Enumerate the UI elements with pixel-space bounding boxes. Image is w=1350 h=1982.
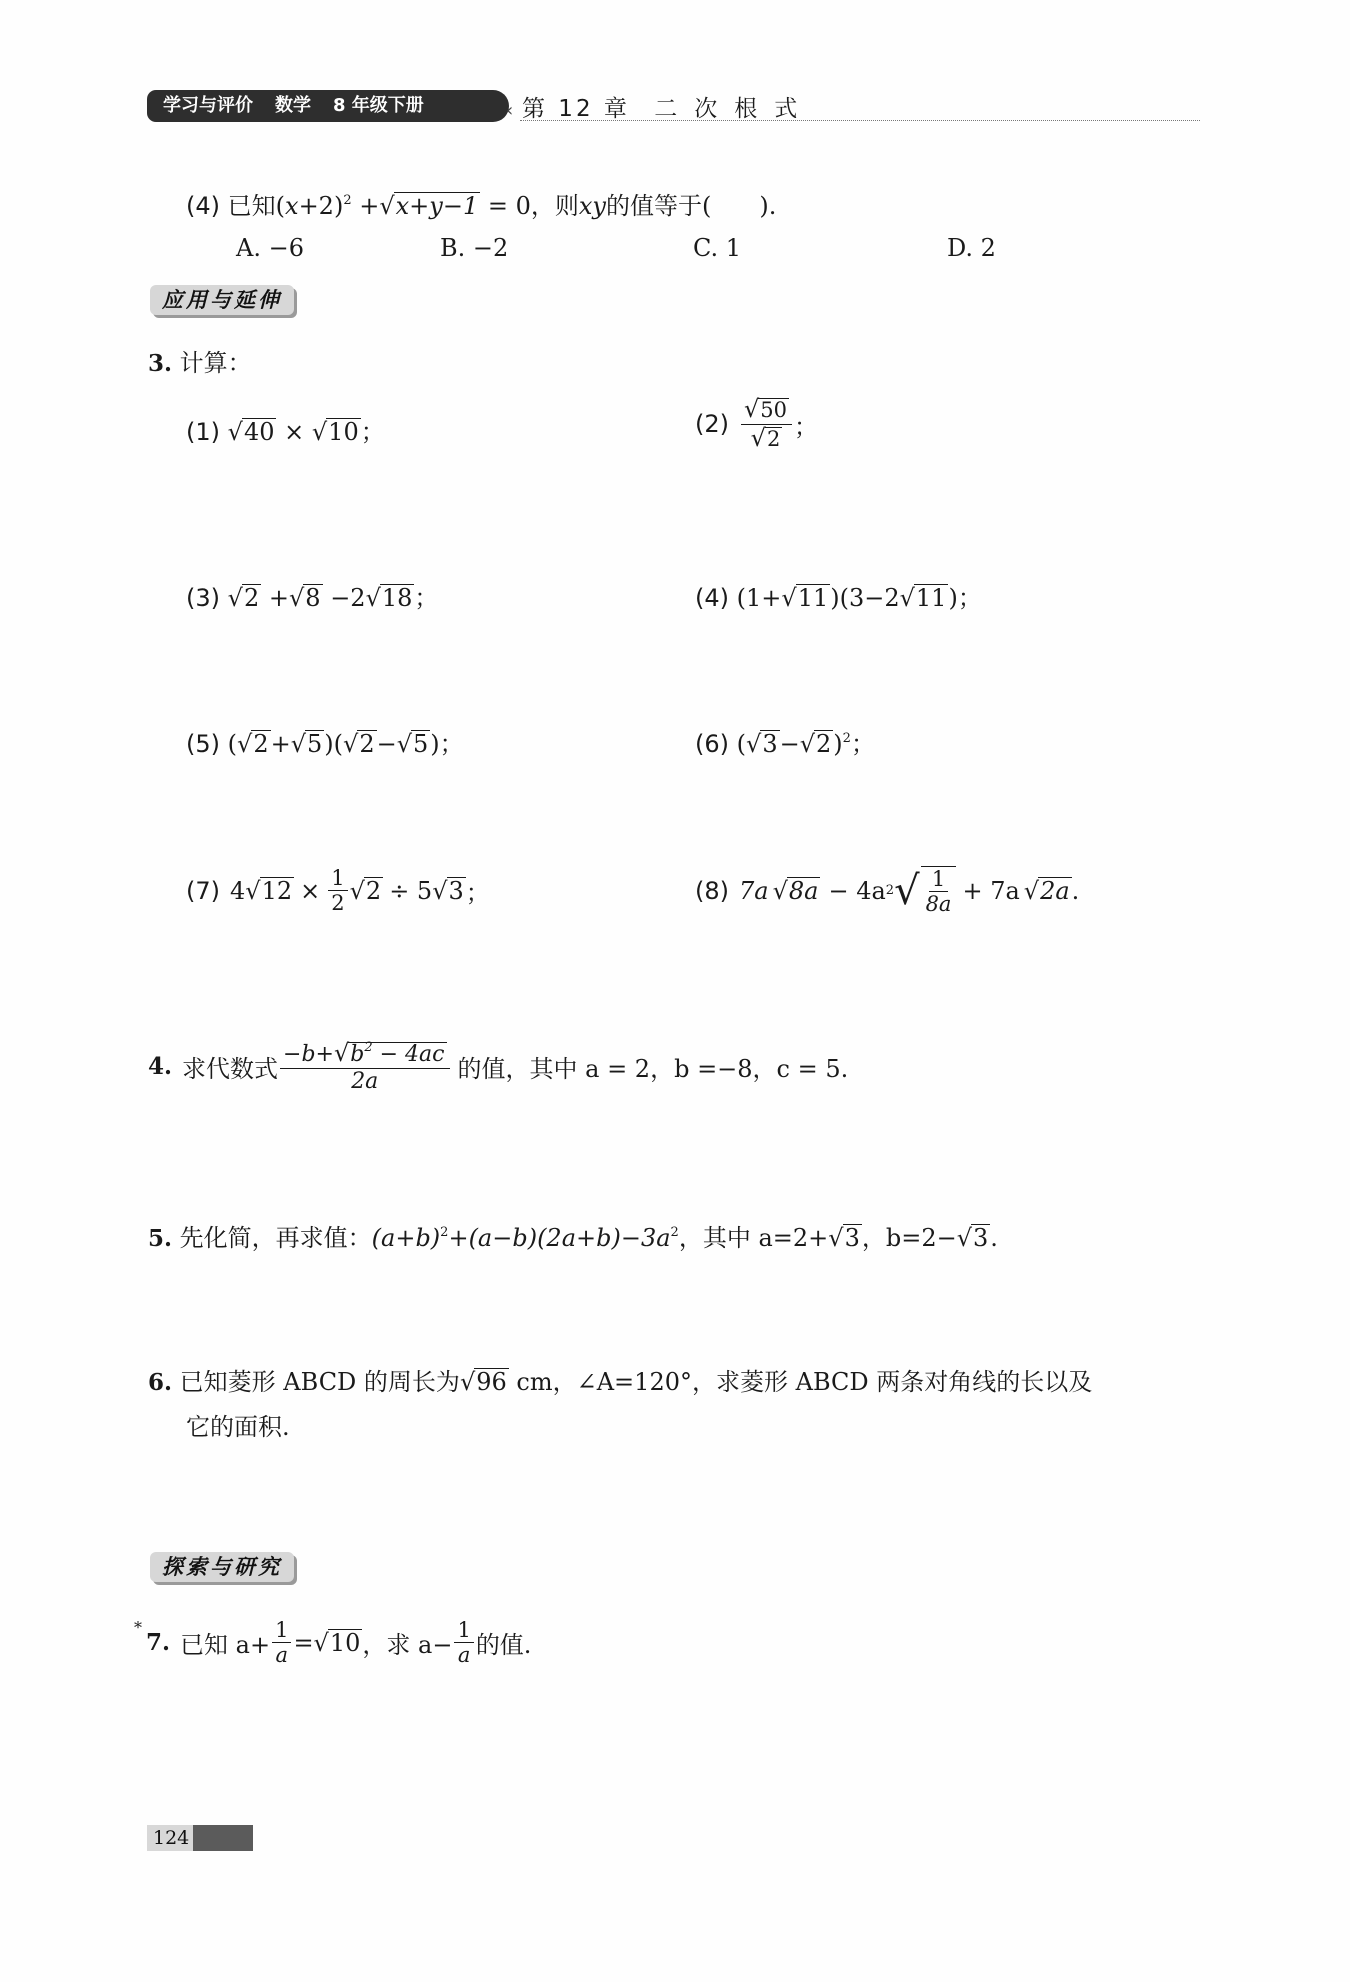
header-divider — [520, 120, 1200, 121]
sqrt-sign: √ — [396, 730, 412, 758]
q3-item-8: (8) 7a √ 8a − 4a 2 √ $\frac{1}{8a}$ + 7a √ 2a . — [695, 867, 1080, 917]
radicand: 11 — [915, 584, 947, 612]
text: )； — [948, 584, 982, 612]
chapter-char: 次 — [694, 96, 721, 122]
radicand: 11 — [797, 584, 829, 612]
question-text: ，求 a− — [362, 1631, 453, 1660]
question-number: 3. — [148, 350, 173, 377]
text: )； — [430, 730, 464, 758]
option-b: B. −2 — [440, 234, 509, 262]
denominator: a — [275, 1643, 289, 1668]
radicand: 3 — [844, 1224, 860, 1252]
sub-label: (5) — [186, 730, 220, 758]
sqrt-sign: √ — [899, 584, 915, 612]
sqrt-sign: √ — [956, 1224, 972, 1252]
text: . — [1071, 877, 1080, 906]
book-header-label — [147, 90, 509, 122]
question-text: cm，∠A=120°，求菱形 ABCD 两条对角线的长以及 — [516, 1368, 1093, 1396]
numerator: 1 — [454, 1618, 473, 1643]
text: = 0，则 — [487, 192, 579, 220]
question-number: 4. — [148, 1053, 173, 1081]
chapter-char: 式 — [774, 96, 801, 122]
question-7 — [134, 1618, 531, 1667]
math-expr: (a+b) — [371, 1224, 441, 1252]
q3-item-3 — [186, 578, 438, 613]
sqrt-sign: √ — [290, 730, 306, 758]
radicand: 10 — [328, 418, 359, 446]
question-2-4 — [186, 186, 776, 221]
question-6-line-2: 它的面积. — [186, 1413, 290, 1441]
radicand: 8a — [788, 877, 819, 906]
coefficient: 4 — [230, 876, 246, 905]
denominator: 2 — [331, 891, 345, 916]
fraction — [921, 866, 957, 916]
sqrt-sign: √ — [1023, 877, 1040, 906]
sqrt-sign: √ — [746, 730, 762, 758]
exponent: 2 — [842, 731, 851, 746]
radicand: 2 — [365, 876, 382, 905]
exponent: 2 — [343, 193, 352, 208]
radicand: 2 — [359, 730, 375, 758]
q3-item-7 — [186, 866, 490, 915]
question-5 — [148, 1218, 998, 1253]
chapter-char: 二 — [654, 96, 681, 122]
question-text: 已知菱形 ABCD 的周长为 — [179, 1368, 460, 1396]
sqrt-sign: √ — [288, 584, 305, 612]
radicand: 10 — [329, 1628, 361, 1657]
option-a: A. −6 — [236, 234, 304, 262]
page-number: 124 — [147, 1825, 253, 1851]
text: ； — [414, 584, 439, 612]
operator: − 4a — [828, 877, 886, 906]
text: ) — [833, 730, 843, 758]
text: )(3−2 — [830, 584, 900, 612]
sqrt-sign: √ — [379, 192, 395, 220]
sub-label: (7) — [186, 876, 220, 905]
operator: + — [268, 584, 289, 612]
sqrt-sign: √ — [781, 584, 797, 612]
math-var: x — [285, 192, 299, 220]
book-series: 学习与评价 — [163, 95, 253, 116]
operator: × — [284, 418, 305, 446]
question-number: 6. — [148, 1369, 173, 1396]
sqrt-sign: √ — [349, 876, 365, 905]
sub-label: (4) — [186, 192, 220, 220]
text: ； — [794, 412, 819, 441]
text: (1+ — [736, 584, 782, 612]
radicand: 5 — [307, 730, 323, 758]
fraction — [328, 866, 347, 915]
text: ； — [465, 879, 490, 908]
fraction — [272, 1618, 291, 1667]
question-4 — [148, 1040, 848, 1094]
radicand: 2 — [766, 426, 781, 451]
book-grade: 8 年级下册 — [333, 95, 424, 116]
radicand: 3 — [448, 876, 464, 905]
radicand: 18 — [381, 584, 413, 612]
sub-label: (1) — [186, 418, 220, 446]
question-number: 5. — [148, 1225, 173, 1252]
question-3-title — [148, 343, 252, 378]
sqrt-sign: √ — [227, 584, 243, 612]
radicand: 8 — [305, 584, 321, 612]
numerator-text: −b+ — [283, 1042, 334, 1067]
fraction: $\frac{-b+√b^2 - 4ac}{2a}$ — [280, 1040, 449, 1094]
q3-item-2 — [695, 396, 818, 452]
fraction — [454, 1618, 473, 1667]
text: ( — [736, 730, 747, 758]
sub-label: (8) — [695, 877, 729, 906]
sub-label: (2) — [695, 410, 729, 439]
option-d: D. 2 — [947, 234, 996, 262]
term: 7a — [739, 877, 769, 906]
q3-item-6 — [695, 724, 875, 759]
radicand: 50 — [760, 398, 788, 422]
sqrt-sign: √ — [828, 1224, 844, 1252]
operator: + — [270, 730, 291, 758]
radicand: 3 — [762, 730, 778, 758]
chapter-number: 第 12 章 — [522, 96, 630, 122]
question-6-line-1 — [148, 1362, 1092, 1397]
operator: = — [293, 1628, 314, 1657]
sqrt-sign: √ — [772, 877, 788, 906]
sqrt-sign: √ — [894, 868, 920, 915]
section-banner-exploration: 探索与研究 — [150, 1552, 294, 1582]
text: )( — [324, 730, 344, 758]
text: ( — [227, 730, 238, 758]
operator: − — [779, 730, 800, 758]
question-text: 求代数式 — [182, 1055, 279, 1084]
radicand: 40 — [243, 418, 275, 446]
sqrt-sign: √ — [311, 418, 328, 446]
option-c: C. 1 — [693, 234, 742, 262]
book-subject: 数学 — [275, 95, 311, 116]
question-text: 的值，其中 a = 2，b =−8，c = 5. — [457, 1055, 849, 1084]
header-arrow-icon: ‹ — [506, 100, 514, 121]
radicand: 3 — [973, 1224, 989, 1252]
question-number: 7. — [146, 1629, 171, 1657]
operator: × — [300, 876, 321, 905]
chapter-char: 根 — [734, 96, 761, 122]
question-text: ，b=2− — [861, 1224, 957, 1252]
text: 的值等于( ). — [605, 192, 777, 220]
math-var: xy — [578, 192, 606, 220]
sqrt-sign: √ — [432, 876, 448, 905]
text: ； — [360, 418, 385, 446]
radicand: 2 — [816, 730, 832, 758]
operator: −2 — [330, 584, 366, 612]
sqrt-sign: √ — [237, 730, 253, 758]
text: ； — [850, 730, 875, 758]
sqrt-sign: √ — [343, 730, 359, 758]
radicand: 2a — [1040, 877, 1070, 906]
sub-label: (3) — [186, 584, 220, 612]
radicand: 2 — [243, 584, 260, 612]
fraction: $\frac{√50}{√2}$ — [741, 396, 792, 452]
question-text: 计算： — [179, 349, 252, 377]
question-text: ，其中 a=2+ — [678, 1224, 829, 1252]
sqrt-sign: √ — [799, 730, 815, 758]
exponent: 2 — [670, 1225, 679, 1240]
sqrt-sign: √ — [365, 584, 381, 612]
radicand: − 4ac — [372, 1042, 445, 1067]
question-text: 的值. — [475, 1631, 532, 1660]
radicand: 5 — [413, 730, 429, 758]
radicand: 96 — [476, 1368, 507, 1396]
denominator: a — [457, 1643, 471, 1668]
question-text: 已知 a+ — [180, 1631, 271, 1660]
denominator: 8a — [925, 892, 952, 917]
exponent: 2 — [440, 1225, 449, 1240]
text: . — [990, 1224, 998, 1252]
sqrt-sign: √ — [313, 1628, 329, 1657]
section-banner-application: 应用与延伸 — [150, 285, 294, 315]
numerator: 1 — [272, 1618, 291, 1643]
denominator: 2a — [351, 1068, 379, 1094]
q3-item-1 — [186, 412, 385, 447]
radicand: 2 — [253, 730, 269, 758]
math-expr: +(a−b)(2a+b)−3a — [448, 1224, 671, 1252]
sqrt-sign: √ — [227, 418, 243, 446]
numerator: 1 — [328, 866, 347, 891]
text: +2) — [298, 192, 344, 220]
numerator: 1 — [929, 867, 948, 892]
question-text: 先化简，再求值： — [179, 1224, 372, 1252]
radicand: x+y−1 — [395, 192, 479, 220]
sub-label: (6) — [695, 730, 729, 758]
chapter-title — [522, 90, 814, 123]
sqrt-sign: √ — [245, 876, 261, 905]
text: 已知( — [227, 192, 286, 220]
text: + — [359, 192, 380, 220]
radicand: b — [350, 1042, 365, 1067]
exponent: 2 — [364, 1040, 373, 1055]
q3-item-5 — [186, 724, 464, 759]
radicand: 12 — [261, 876, 293, 905]
sub-label: (4) — [695, 584, 729, 612]
operator: ÷ 5 — [389, 876, 433, 905]
operator: + 7a — [962, 877, 1020, 906]
q3-item-4 — [695, 578, 982, 613]
optional-star-icon: * — [134, 1618, 142, 1637]
operator: − — [376, 730, 397, 758]
sqrt-sign: √ — [459, 1368, 476, 1396]
